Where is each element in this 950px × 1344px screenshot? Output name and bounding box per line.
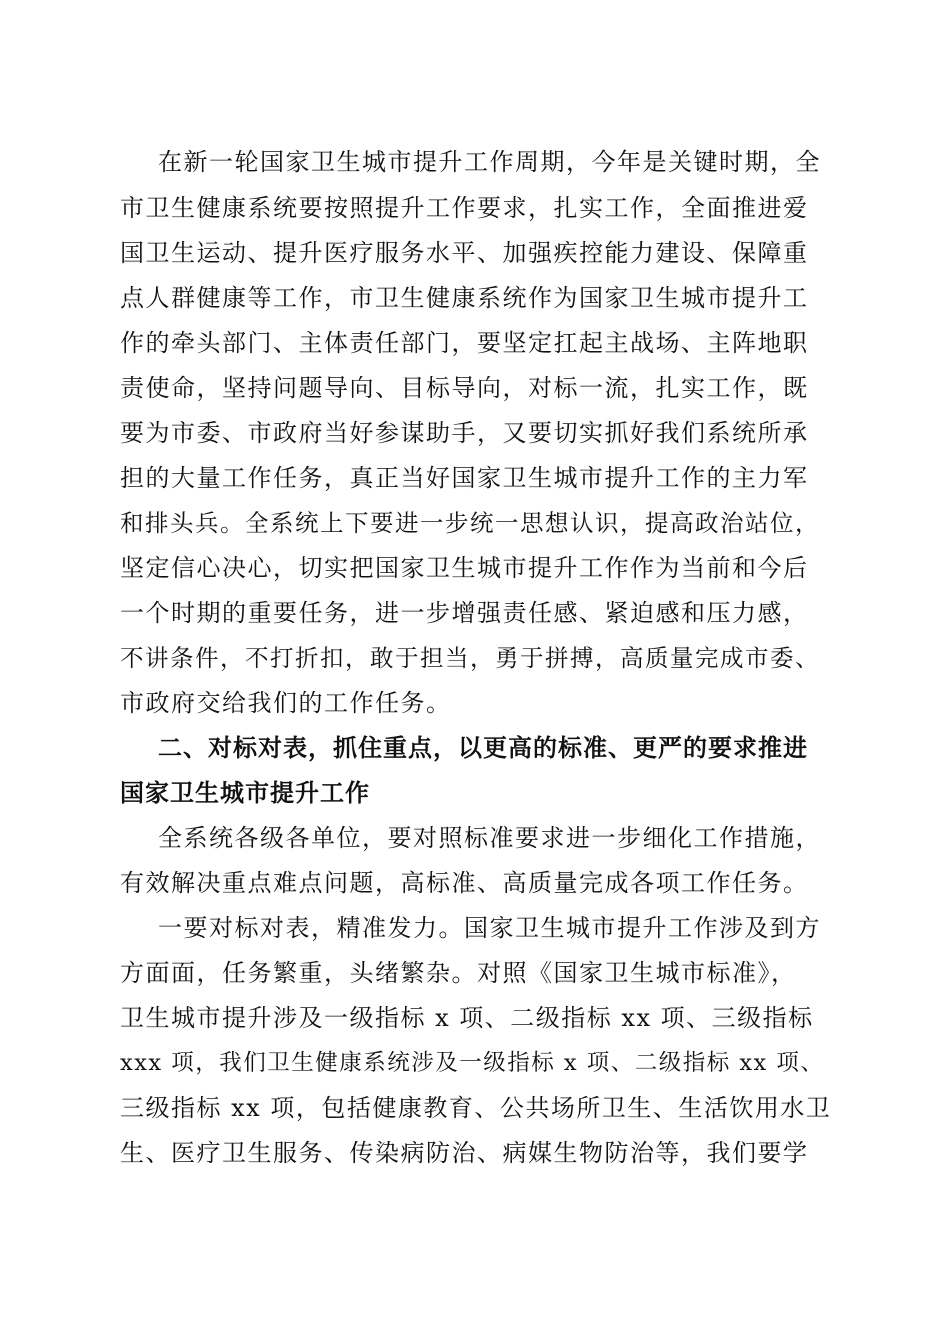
paragraph-1-line-9: 和排头兵。全系统上下要进一步统一思想认识，提高政治站位，	[120, 509, 820, 537]
paragraph-1-line-1: 在新一轮国家卫生城市提升工作周期，今年是关键时期，全	[158, 148, 821, 176]
section-heading-line-2: 国家卫生城市提升工作	[120, 779, 370, 807]
paragraph-1-line-2: 市卫生健康系统要按照提升工作要求，扎实工作，全面推进爱	[120, 194, 809, 222]
paragraph-3-line-6: 生、医疗卫生服务、传染病防治、病媒生物防治等，我们要学	[120, 1139, 809, 1167]
paragraph-3-line-5: 三级指标 xx 项，包括健康教育、公共场所卫生、生活饮用水卫	[120, 1094, 832, 1122]
paragraph-2-line-2: 有效解决重点难点问题，高标准、高质量完成各项工作任务。	[120, 869, 809, 897]
paragraph-1-line-6: 责使命，坚持问题导向、目标导向，对标一流，扎实工作，既	[120, 374, 809, 402]
paragraph-3-line-3: 卫生城市提升涉及一级指标 x 项、二级指标 xx 项、三级指标	[120, 1004, 814, 1032]
paragraph-1-line-4: 点人群健康等工作，市卫生健康系统作为国家卫生城市提升工	[120, 284, 809, 312]
paragraph-1-line-11: 一个时期的重要任务，进一步增强责任感、紧迫感和压力感，	[120, 599, 809, 627]
paragraph-1-line-12: 不讲条件，不打折扣，敢于担当，勇于拼搏，高质量完成市委、	[120, 644, 820, 672]
paragraph-1-line-7: 要为市委、市政府当好参谋助手，又要切实抓好我们系统所承	[120, 419, 809, 447]
paragraph-2-line-1: 全系统各级各单位，要对照标准要求进一步细化工作措施，	[158, 824, 821, 852]
paragraph-1-line-3: 国卫生运动、提升医疗服务水平、加强疾控能力建设、保障重	[120, 239, 809, 267]
paragraph-1-line-8: 担的大量工作任务，真正当好国家卫生城市提升工作的主力军	[120, 464, 809, 492]
paragraph-3-line-2: 方面面，任务繁重，头绪繁杂。对照《国家卫生城市标准》，	[120, 959, 797, 987]
paragraph-1-line-13: 市政府交给我们的工作任务。	[120, 689, 452, 717]
paragraph-3-line-4: xxx 项，我们卫生健康系统涉及一级指标 x 项、二级指标 xx 项、	[120, 1050, 825, 1076]
paragraph-1-line-10: 坚定信心决心，切实把国家卫生城市提升工作作为当前和今后	[120, 554, 809, 582]
paragraph-3-line-1: 一要对标对表，精准发力。国家卫生城市提升工作涉及到方	[158, 914, 821, 942]
section-heading-line-1: 二、对标对表，抓住重点，以更高的标准、更严的要求推进	[158, 734, 808, 762]
paragraph-1-line-5: 作的牵头部门、主体责任部门，要坚定扛起主战场、主阵地职	[120, 329, 809, 357]
